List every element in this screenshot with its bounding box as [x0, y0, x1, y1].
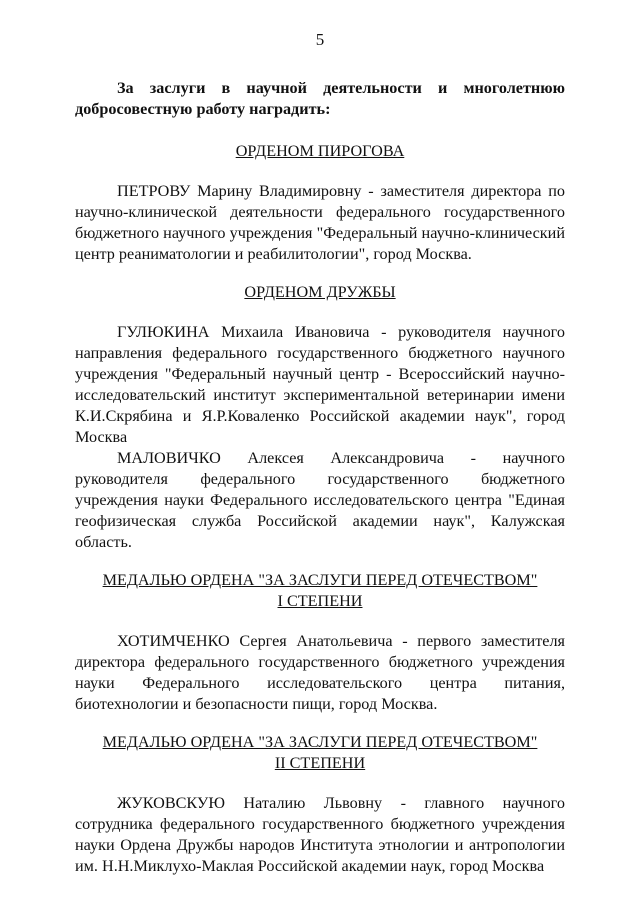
- heading-line: ОРДЕНОМ ДРУЖБЫ: [244, 283, 396, 301]
- section-heading: [75, 570, 565, 612]
- award-section-merit-medal-2: [75, 732, 565, 877]
- award-paragraph: МАЛОВИЧКО Алексея Александровича - научного руководителя федерального государственного бюджетного учреждения науки Федерального исследовательского центра "Единая геофизическая служба Российской академии наук", Калужская область.: [75, 449, 565, 551]
- spacer: [75, 553, 565, 570]
- spacer: [75, 265, 565, 282]
- section-heading: [75, 732, 565, 774]
- heading-line: ОРДЕНОМ ПИРОГОВА: [235, 142, 405, 160]
- spacer: [75, 162, 565, 181]
- spacer: [75, 612, 565, 631]
- award-paragraph: ЖУКОВСКУЮ Наталию Львовну - главного научного сотрудника федерального государственного бюджетного учреждения науки Ордена Дружбы народов Института этнологии и антропологии им. Н.Н.Миклухо-Маклая Российской академии наук, город Москва: [75, 794, 565, 875]
- award-section-friendship: [75, 282, 565, 553]
- heading-line: МЕДАЛЬЮ ОРДЕНА "ЗА ЗАСЛУГИ ПЕРЕД ОТЕЧЕСТВОМ": [102, 733, 538, 751]
- spacer: [75, 774, 565, 793]
- award-paragraph: ХОТИМЧЕНКО Сергея Анатольевича - первого заместителя директора федерального государственного бюджетного учреждения науки Федерального исследовательского центра питания, биотехнологии и безопасности пищи, город Москва.: [75, 632, 565, 713]
- section-heading: [75, 282, 565, 303]
- spacer: [75, 715, 565, 732]
- section-heading: [75, 141, 565, 162]
- award-section-merit-medal-1: [75, 570, 565, 715]
- heading-line: МЕДАЛЬЮ ОРДЕНА "ЗА ЗАСЛУГИ ПЕРЕД ОТЕЧЕСТВОМ": [102, 571, 538, 589]
- award-paragraph: ГУЛЮКИНА Михаила Ивановича - руководителя научного направления федерального государственного бюджетного научного учреждения "Федеральный научный центр - Всероссийский научно-исследовательский институт экспериментальной ветеринарии имени К.И.Скрябина и Я.Р.Коваленко Российской академии наук", город Москва: [75, 323, 565, 446]
- award-intro: За заслуги в научной деятельности и многолетнюю добросовестную работу наградить:: [75, 79, 565, 118]
- heading-line: II СТЕПЕНИ: [274, 754, 366, 772]
- award-section-pirogov: [75, 141, 565, 265]
- spacer: [75, 303, 565, 322]
- page-number: 5: [315, 30, 325, 49]
- award-paragraph: ПЕТРОВУ Марину Владимировну - заместителя директора по научно-клинической деятельности федерального государственного бюджетного научного учреждения "Федеральный научно-клинический центр реаниматологии и реабилитологии", город Москва.: [75, 182, 565, 263]
- spacer: [75, 120, 565, 141]
- document-body: [75, 78, 565, 877]
- heading-line: I СТЕПЕНИ: [277, 592, 363, 610]
